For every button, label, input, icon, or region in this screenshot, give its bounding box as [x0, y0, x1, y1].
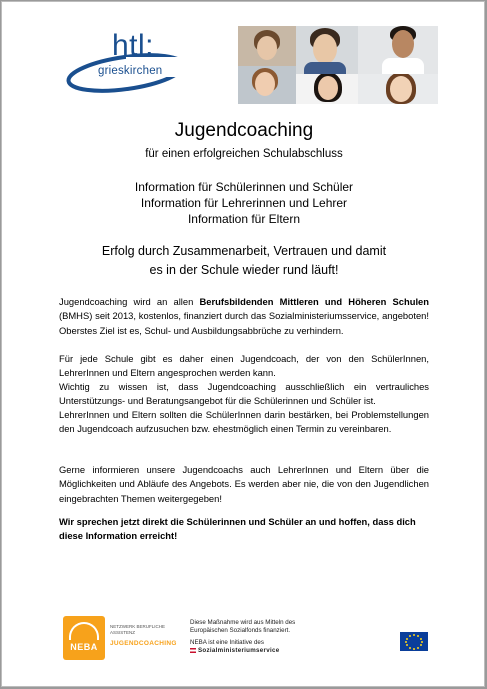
student-photo — [296, 74, 358, 104]
document-page — [1, 1, 485, 687]
initiative-org: Sozialministeriumservice — [198, 647, 280, 654]
closing-statement: Wir sprechen jetzt direkt die Schülerinnen und Schüler an und hoffen, dass dich diese Information erreicht! — [59, 516, 416, 542]
info-line-parents: Information für Eltern — [187, 212, 301, 226]
page-subtitle: für einen erfolgreichen Schulabschluss — [145, 148, 343, 160]
neba-logo — [63, 616, 105, 660]
austria-flag-icon — [190, 648, 196, 653]
info-line-students: Information für Schülerinnen und Schüler — [134, 180, 354, 194]
htl-grieskirchen-logo — [66, 29, 192, 97]
paragraph-intro-post: (BMHS) seit 2013, kostenlos, finanziert durch das Sozialministeriumsservice, angeboten! Oberstes Ziel ist es, Schul- und Ausbildungsabbrüche zu verhindern. — [59, 310, 429, 336]
initiative-note — [190, 639, 330, 655]
student-photo — [358, 74, 438, 104]
esf-funding-note: Diese Maßnahme wird aus Mitteln des Europäischen Sozialfonds finanziert. — [190, 619, 296, 634]
paragraph-intro-pre: Jugendcoaching wird an allen — [59, 296, 200, 307]
student-photo — [358, 26, 438, 74]
students-photo-collage — [238, 26, 438, 104]
page-title: Jugendcoaching — [174, 120, 314, 141]
student-photo — [296, 26, 358, 74]
neba-arc-icon — [69, 622, 99, 640]
student-photo — [238, 26, 296, 66]
logo-school-name: grieskirchen — [98, 65, 163, 77]
paragraph-confidential: Wichtig zu wissen ist, dass Jugendcoaching ausschließlich ein vertrauliches Unterstützungs- und Beratungsangebot für die Schülerinnen und Schüler ist. — [59, 381, 429, 407]
neba-network-text: NETZWERK BERUFLICHE ASSISTENZ — [110, 624, 166, 635]
neba-logo-text: NEBA — [70, 642, 98, 652]
student-photo — [238, 66, 296, 104]
initiative-text: NEBA ist eine Initiative des — [190, 639, 264, 646]
paragraph-coach: Für jede Schule gibt es daher einen Jugendcoach, der von den SchülerInnen, LehrerInnen und Eltern angesprochen werden kann. — [59, 353, 429, 379]
motto-text: Erfolg durch Zusammenarbeit, Vertrauen und damit es in der Schule wieder rund läuft! — [101, 244, 387, 277]
paragraph-encourage: LehrerInnen und Eltern sollten die SchülerInnen darin bestärken, bei Problemstellungen den Jugendcoach aufzusuchen bzw. ehestmöglich einen Termin zu vereinbaren. — [59, 409, 429, 435]
logo-htl-text: htl: — [112, 29, 155, 62]
paragraph-intro-bold: Berufsbildenden Mittleren und Höheren Schulen — [199, 296, 429, 307]
paragraph-intro — [59, 295, 429, 338]
neba-jugendcoaching-text: JUGENDCOACHING — [110, 640, 177, 647]
eu-flag-icon — [400, 632, 428, 651]
paragraph-info-parents: Gerne informieren unsere Jugendcoachs auch LehrerInnen und Eltern über die Möglichkeiten und Abläufe des Angebots. Es werden aber nie, die von den Jugendlichen eingebrachten Themen weitergegeben! — [59, 464, 429, 504]
info-line-teachers: Information für Lehrerinnen und Lehrer — [140, 196, 348, 210]
